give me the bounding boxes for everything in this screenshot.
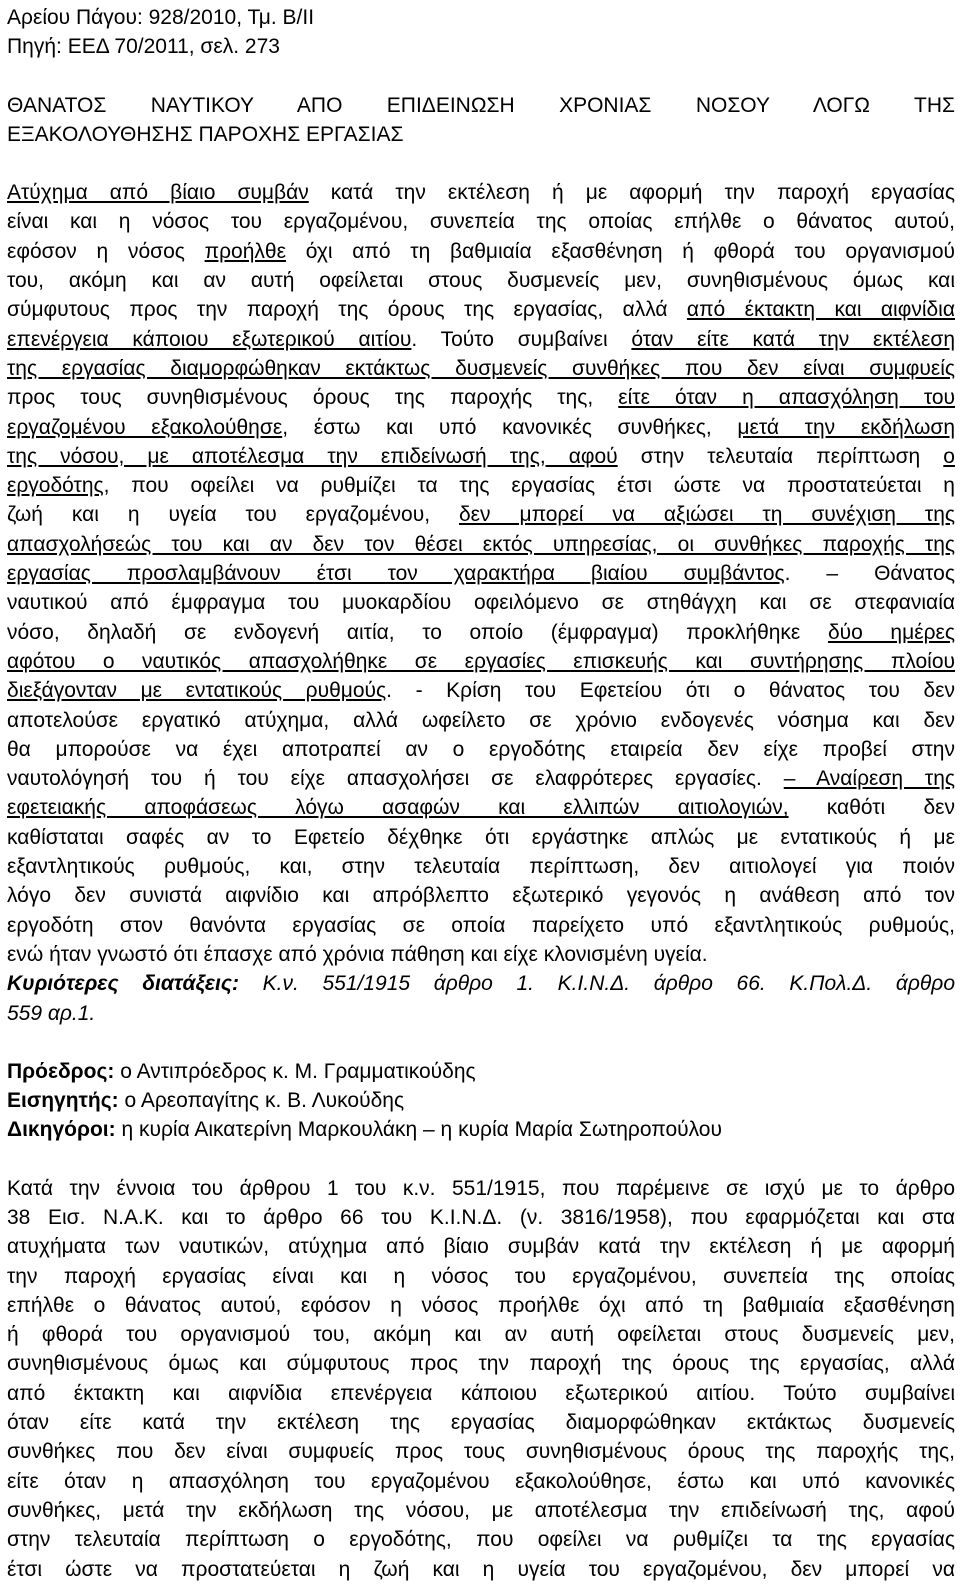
case-reference: Αρείου Πάγου: 928/2010, Τμ. Β/ΙΙ [7,6,315,29]
president-line: Πρόεδρος: ο Αντιπρόεδρος κ. Μ. Γραμματικούδης [7,1059,476,1083]
document-page [7,3,955,1584]
title-line: ΘΑΝΑΤΟΣ ΝΑΥΤΙΚΟΥ ΑΠΟ ΕΠΙΔΕΙΝΩΣΗ ΧΡΟΝΙΑΣ ΝΟΣΟΥ ΛΟΓΩ ΤΗΣ [7,93,955,117]
underlined-phrase: εργοδότης [7,474,104,498]
underlined-phrase: δύο ημέρες [827,620,955,644]
key-provisions: Κυριότερες διατάξεις: Κ.ν. 551/1915 άρθρο 1. Κ.Ι.Ν.Δ. άρθρο 66. Κ.Πολ.Δ. άρθρο 559 αρ.1. [7,972,955,1025]
judgment-body: Κατά την έννοια του άρθρου 1 του κ.ν. 551/1915, που παρέμεινε σε ισχύ με το άρθρο 38 Εισ. Ν.Α.Κ. και το άρθρο 66 του Κ.Ι.Ν.Δ. (ν. 3816/1958), που εφαρμόζεται και στα ατυχήματα των ναυτικών, ατύχημα από βίαιο συμβάν κατά την εκτέλεση ή με αφορμή την παροχή εργασίας είναι και η νόσος του εργαζομένου, συνεπεία της οποίας επήλθε ο θάνατος αυτού, εφόσον η νόσος προήλθε όχι από τη βαθμιαία εξασθένηση ή φθορά του οργανισμού του, ακόμη και αν αυτή οφείλεται στους δυσμενείς μεν, συνηθισμένους όμως και σύμφυτους προς την παροχή της όρους της εργασίας, αλλά από έκτακτη και αιφνίδια επενέργεια κάποιου εξωτερικού αιτίου. Τούτο συμβαίνει όταν είτε κατά την εκτέλεση της εργασίας διαμορφώθηκαν εκτάκτως δυσμενείς συνθήκες που δεν είναι συμφυείς προς τους συνηθισμένους όρους της παροχής της, είτε όταν η απασχόληση του εργαζομένου εξακολούθησε, έστω και υπό κανονικές συνθήκες, μετά την εκδήλωση της νόσου, με αποτέλεσμα την επιδείνωσή της, αφού στην τελευταία περίπτωση ο εργοδότης, που οφείλει να ρυθμίζει τα της εργασίας έτσι ώστε να προστατεύεται η ζωή και η υγεία του εργαζομένου, δεν μπορεί να [7,1176,955,1581]
underlined-phrase: μετά την εκδήλωση [737,415,956,439]
underlined-phrase: είτε όταν η απασχόληση του [618,386,956,410]
underlined-phrase: εργασίας προσλαμβάνουν έτσι τον χαρακτήρα βιαίου συμβάντος [7,562,785,586]
underlined-phrase: από έκτακτη και αιφνίδια [686,298,955,322]
source-reference: Πηγή: ΕΕΔ 70/2011, σελ. 273 [7,35,280,59]
underlined-phrase: εργαζομένου εξακολούθησε [7,415,283,439]
court-composition [7,1057,955,1145]
underlined-phrase: ο [943,444,955,468]
underlined-phrase: επενέργεια κάποιου εξωτερικού αιτίου [7,327,412,351]
provisions-label: Κυριότερες διατάξεις: [7,972,239,996]
underlined-phrase: εφετειακής αποφάσεως λόγω ασαφών και ελλιπών αιτιολογιών, [7,796,789,820]
underlined-phrase: όταν είτε κατά την εκτέλεση [631,327,955,351]
lawyers-line: Δικηγόροι: η κυρία Αικατερίνη Μαρκουλάκη – η κυρία Μαρία Σωτηροπούλου [7,1118,722,1142]
underlined-phrase: – Αναίρεση της [783,767,955,791]
title-line: ΕΞΑΚΟΛΟΥΘΗΣΗΣ ΠΑΡΟΧΗΣ ΕΡΓΑΣΙΑΣ [7,122,404,146]
underlined-phrase: διεξάγονταν με εντατικούς ρυθμούς [7,679,387,703]
underlined-phrase: της νόσου, με αποτέλεσμα την επιδείνωσή της, αφού [7,444,618,468]
underlined-phrase: δεν μπορεί να αξιώσει τη συνέχιση της [458,503,955,527]
rapporteur-line: Εισηγητής: ο Αρεοπαγίτης κ. Β. Λυκούδης [7,1089,405,1113]
underlined-phrase: Ατύχημα από βίαιο συμβάν [7,181,309,205]
summary-paragraph: Ατύχημα από βίαιο συμβάν κατά την εκτέλεση ή με αφορμή την παροχή εργασίας είναι και η νόσος του εργαζομένου, συνεπεία της οποίας επήλθε ο θάνατος αυτού, εφόσον η νόσος προήλθε όχι από τη βαθμιαία εξασθένηση ή φθορά του οργανισμού του, ακόμη και αν αυτή οφείλεται στους δυσμενείς μεν, συνηθισμένους όμως και σύμφυτους προς την παροχή της όρους της εργασίας, αλλά από έκτακτη και αιφνίδια επενέργεια κάποιου εξωτερικού αιτίου. Τούτο συμβαίνει όταν είτε κατά την εκτέλεση της εργασίας διαμορφώθηκαν εκτάκτως δυσμενείς συνθήκες που δεν είναι συμφυείς προς τους συνηθισμένους όρους της παροχής της, είτε όταν η απασχόληση του εργαζομένου εξακολούθησε, έστω και υπό κανονικές συνθήκες, μετά την εκδήλωση της νόσου, με αποτέλεσμα την επιδείνωσή της, αφού στην τελευταία περίπτωση ο εργοδότης, που οφείλει να ρυθμίζει τα της εργασίας έτσι ώστε να προστατεύεται η ζωή και η υγεία του εργαζομένου, δεν μπορεί να αξιώσει τη συνέχιση της απασχολήσεώς του και αν δεν τον θέσει εκτός υπηρεσίας, οι συνθήκες παροχής της εργασίας προσλαμβάνουν έτσι τον χαρακτήρα βιαίου συμβάντος. – Θάνατος ναυτικού από έμφραγμα του μυοκαρδίου οφειλόμενο σε στηθάγχη και σε στεφανιαία νόσο, δηλαδή σε ενδογενή αιτία, το οποίο (έμφραγμα) προκλήθηκε δύο ημέρες αφότου ο ναυτικός απασχολήθηκε σε εργασίες επισκευής και συντήρησης πλοίου διεξάγονταν με εντατικούς ρυθμούς. - Κρίση του Εφετείου ότι ο θάνατος του δεν αποτελούσε εργατικό ατύχημα, αλλά ωφείλετο σε χρόνιο ενδογενές νόσημα και δεν θα μπορούσε να έχει αποτραπεί αν ο εργοδότης εταιρεία δεν είχε προβεί στην ναυτολόγησή του ή του είχε απασχολήσει σε ελαφρότερες εργασίες. – Αναίρεση της εφετειακής αποφάσεως λόγω ασαφών και ελλιπών αιτιολογιών, καθότι δεν καθίσταται σαφές αν το Εφετείο δέχθηκε ότι εργάστηκε απλώς με εντατικούς ή με εξαντλητικούς ρυθμούς, και, στην τελευταία περίπτωση, δεν αιτιολογεί για ποιόν λόγο δεν συνιστά αιφνίδιο και απρόβλεπτο εξωτερικό γεγονός η ανάθεση από τον εργοδότη στον θανόντα εργασίας σε οποία παρείχετο υπό εξαντλητικούς ρυθμούς, ενώ ήταν γνωστό ότι έπασχε από χρόνια πάθηση και είχε κλονισμένη υγεία. [7,181,956,966]
underlined-phrase: προήλθε [204,239,286,263]
